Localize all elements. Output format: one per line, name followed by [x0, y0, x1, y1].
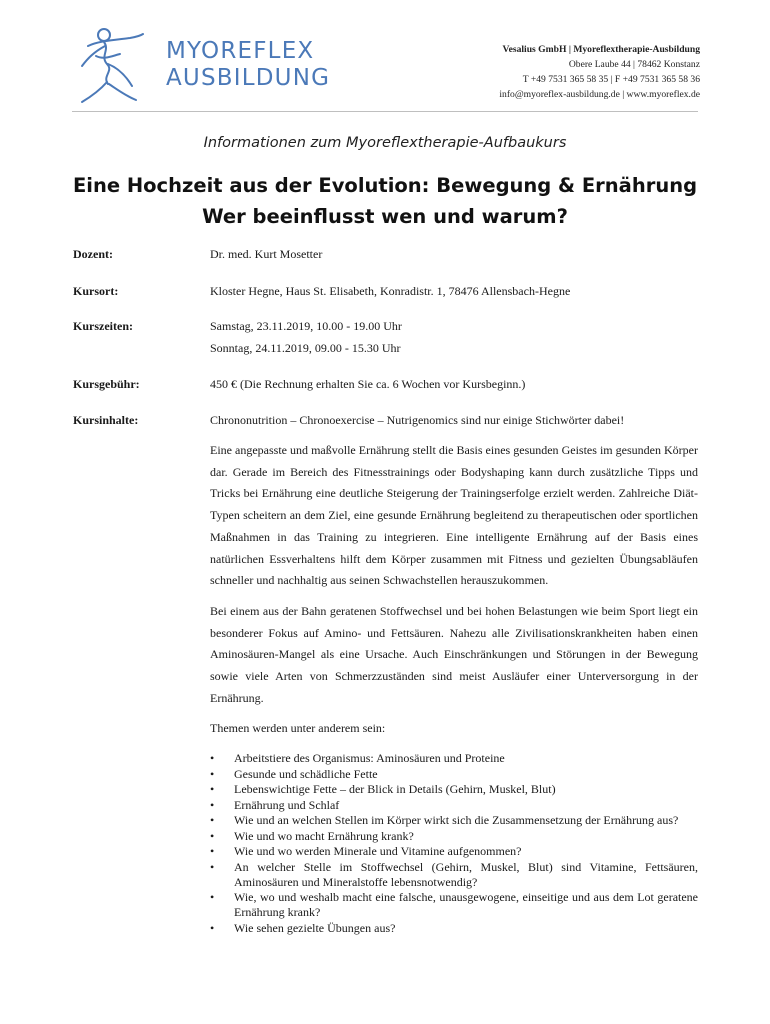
- list-item: • Arbeitstiere des Organismus: Aminosäuren und Proteine: [210, 751, 505, 766]
- title-line-1: Eine Hochzeit aus der Evolution: Bewegung & Ernährung: [72, 174, 698, 197]
- header-divider: [72, 111, 698, 112]
- course-day-2: Sonntag, 24.11.2019, 09.00 - 15.30 Uhr: [210, 341, 401, 355]
- detail-label: Kursgebühr:: [73, 377, 140, 391]
- detail-value: [210, 315, 700, 359]
- company-address: Obere Laube 44 | 78462 Konstanz: [568, 59, 700, 70]
- list-item: • Ernährung und Schlaf: [210, 797, 340, 812]
- bullet-icon: •: [210, 782, 215, 797]
- bullet-icon: •: [210, 859, 215, 874]
- list-item: • An welcher Stelle im Stoffwechsel (Gehirn, Muskel, Blut) sind Vitamine, Fettsäuren, Aminosäuren und Mineralstoffe lebensnotwendig?: [210, 859, 698, 889]
- detail-value: 450 € (Die Rechnung erhalten Sie ca. 6 Wochen vor Kursbeginn.): [210, 377, 526, 391]
- logo-line-myoreflex: MYOREFLEX: [166, 38, 315, 64]
- bullet-icon: •: [210, 828, 215, 843]
- list-item: • Gesunde und schädliche Fette: [210, 766, 378, 781]
- detail-label: Kursort:: [73, 284, 119, 298]
- company-name: Vesalius GmbH | Myoreflextherapie-Ausbildung: [502, 44, 700, 55]
- bullet-icon: •: [210, 797, 215, 812]
- list-item: • Lebenswichtige Fette – der Blick in Details (Gehirn, Muskel, Blut): [210, 782, 556, 797]
- bullet-icon: •: [210, 813, 215, 828]
- letterhead: [70, 26, 700, 112]
- document-title: [0, 170, 770, 232]
- bullet-icon: •: [210, 844, 215, 859]
- detail-value: Dr. med. Kurt Mosetter: [210, 247, 323, 261]
- course-day-1: Samstag, 23.11.2019, 10.00 - 19.00 Uhr: [210, 319, 402, 333]
- detail-value: Chrononutrition – Chronoexercise – Nutrigenomics sind nur einige Stichwörter dabei!: [210, 413, 625, 427]
- company-phone: T +49 7531 365 58 35 | F +49 7531 365 58 36: [522, 74, 700, 85]
- detail-value: Kloster Hegne, Haus St. Elisabeth, Konradistr. 1, 78476 Allensbach-Hegne: [210, 284, 571, 298]
- document-subtitle: Informationen zum Myoreflextherapie-Aufbaukurs: [203, 135, 567, 151]
- list-item: • Wie und wo macht Ernährung krank?: [210, 828, 414, 843]
- myoreflex-figure-logo-icon: [74, 26, 146, 106]
- logo-wordmark: [166, 38, 330, 92]
- content-paragraph-1: Eine angepasste und maßvolle Ernährung stellt die Basis eines gesunden Geistes im gesunden Körper dar. Gerade im Bereich des Fitnesstrainings oder Bodyshaping kann durch zusätzliche Tipps und Tricks bei Ernährung eine deutliche Steigerung der Trainingserfolge erzielt werden. Zahlreiche Diät-Typen scheitern an dem Ziel, eine gesunde Ernährung begleitend zu therapeutischen oder sportlichen Maßnahmen in das Training zu integrieren. Eine intelligente Ernährung auf der Basis eines natürlichen Essverhaltens hilft dem Körper zusammen mit Fitness und gezielten Übungsabläufen schneller und nachhaltig aus seinen Schwachstellen herauszukommen.: [210, 443, 698, 588]
- bullet-icon: •: [210, 751, 215, 766]
- topics-intro: Themen werden unter anderem sein:: [210, 721, 386, 736]
- list-item: • Wie, wo und weshalb macht eine falsche, unausgewogene, einseitige und aus dem Lot geratene Ernährung krank?: [210, 890, 698, 920]
- content-paragraph-2: Bei einem aus der Bahn geratenen Stoffwechsel und bei hohen Belastungen wie beim Sport liegt ein besonderer Fokus auf Amino- und Fettsäuren. Nahezu alle Zivilisationskrankheiten haben einen Aminosäuren-Mangel als eine Ursache. Auch Einschränkungen und Störungen in der Bewegung sowie viele Arten von Schmerzzuständen sind meist Ausläufer einer Unterversorgung in der Ernährung.: [210, 603, 698, 705]
- bullet-icon: •: [210, 890, 215, 905]
- course-content: [210, 440, 698, 936]
- detail-label: Kursinhalte:: [73, 413, 139, 427]
- logo-line-ausbildung: AUSBILDUNG: [166, 65, 331, 91]
- bullet-icon: •: [210, 766, 215, 781]
- list-item: • Wie und an welchen Stellen im Körper wirkt sich die Zusammensetzung der Ernährung aus?: [210, 813, 679, 828]
- detail-label: Kurszeiten:: [73, 319, 133, 333]
- title-line-2: Wer beeinflusst wen und warum?: [202, 205, 568, 228]
- company-web: info@myoreflex-ausbildung.de | www.myoreflex.de: [499, 89, 700, 100]
- detail-label: Dozent:: [73, 247, 113, 261]
- contact-block: [499, 42, 700, 102]
- topics-list: [210, 751, 698, 936]
- list-item: • Wie und wo werden Minerale und Vitamine aufgenommen?: [210, 844, 522, 859]
- list-item: • Wie sehen gezielte Übungen aus?: [210, 920, 396, 935]
- bullet-icon: •: [210, 920, 215, 935]
